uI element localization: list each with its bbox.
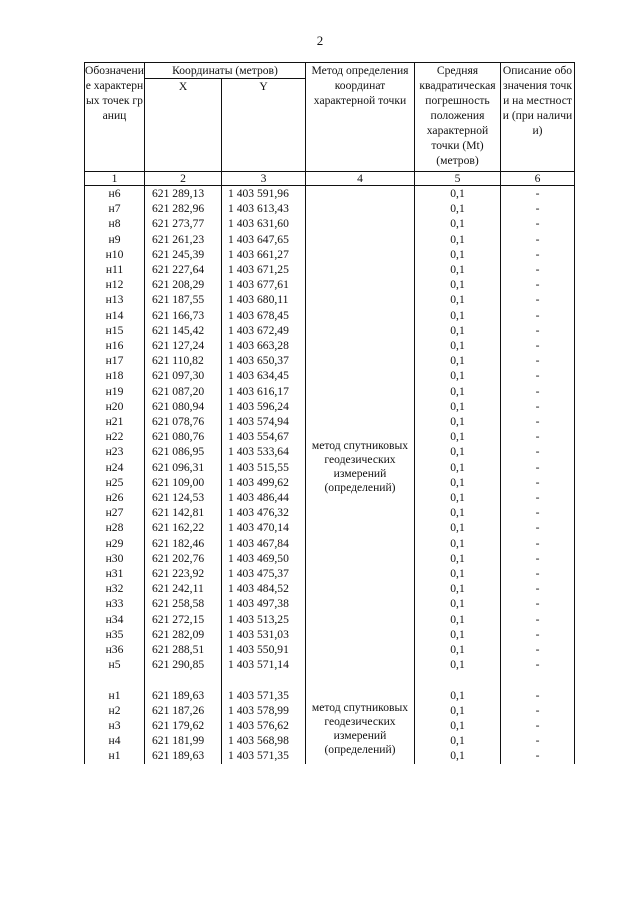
point-id: н4 xyxy=(85,733,145,748)
point-description: - xyxy=(501,536,575,551)
point-id: н36 xyxy=(85,642,145,657)
spacer-cell xyxy=(145,673,222,688)
point-id: н28 xyxy=(85,520,145,535)
point-description: - xyxy=(501,247,575,262)
point-id: н9 xyxy=(85,232,145,247)
spacer-cell xyxy=(306,673,415,688)
mean-error: 0,1 xyxy=(415,186,501,202)
coord-y: 1 403 568,98 xyxy=(222,733,306,748)
coord-x: 621 179,62 xyxy=(145,718,222,733)
header-y: Y xyxy=(222,79,306,172)
coord-y: 1 403 470,14 xyxy=(222,520,306,535)
column-number: 3 xyxy=(222,172,306,186)
mean-error: 0,1 xyxy=(415,247,501,262)
point-id: н13 xyxy=(85,292,145,307)
mean-error: 0,1 xyxy=(415,627,501,642)
coord-x: 621 080,94 xyxy=(145,399,222,414)
mean-error: 0,1 xyxy=(415,368,501,383)
coord-x: 621 282,96 xyxy=(145,201,222,216)
point-id: н10 xyxy=(85,247,145,262)
point-id: н30 xyxy=(85,551,145,566)
point-description: - xyxy=(501,201,575,216)
mean-error: 0,1 xyxy=(415,323,501,338)
coord-x: 621 258,58 xyxy=(145,596,222,611)
mean-error: 0,1 xyxy=(415,688,501,703)
point-description: - xyxy=(501,353,575,368)
coord-x: 621 127,24 xyxy=(145,338,222,353)
coord-x: 621 182,46 xyxy=(145,536,222,551)
point-description: - xyxy=(501,718,575,733)
coord-y: 1 403 486,44 xyxy=(222,490,306,505)
point-id: н12 xyxy=(85,277,145,292)
coord-x: 621 124,53 xyxy=(145,490,222,505)
point-id: н8 xyxy=(85,216,145,231)
point-id: н20 xyxy=(85,399,145,414)
coord-x: 621 202,76 xyxy=(145,551,222,566)
coord-y: 1 403 678,45 xyxy=(222,308,306,323)
table-body xyxy=(85,186,575,764)
coord-x: 621 289,13 xyxy=(145,186,222,202)
point-description: - xyxy=(501,232,575,247)
mean-error: 0,1 xyxy=(415,718,501,733)
coord-y: 1 403 661,27 xyxy=(222,247,306,262)
point-description: - xyxy=(501,748,575,763)
point-id: н23 xyxy=(85,444,145,459)
mean-error: 0,1 xyxy=(415,308,501,323)
mean-error: 0,1 xyxy=(415,642,501,657)
coord-y: 1 403 578,99 xyxy=(222,703,306,718)
coord-y: 1 403 591,96 xyxy=(222,186,306,202)
table-row xyxy=(85,688,575,703)
mean-error: 0,1 xyxy=(415,520,501,535)
coord-y: 1 403 467,84 xyxy=(222,536,306,551)
point-id: н15 xyxy=(85,323,145,338)
coord-y: 1 403 596,24 xyxy=(222,399,306,414)
point-description: - xyxy=(501,566,575,581)
point-id: н22 xyxy=(85,429,145,444)
coord-x: 621 187,26 xyxy=(145,703,222,718)
point-id: н6 xyxy=(85,186,145,202)
coord-x: 621 273,77 xyxy=(145,216,222,231)
point-description: - xyxy=(501,505,575,520)
spacer-cell xyxy=(85,673,145,688)
coord-x: 621 110,82 xyxy=(145,353,222,368)
point-description: - xyxy=(501,429,575,444)
mean-error: 0,1 xyxy=(415,277,501,292)
method-cell: метод спутниковых геодезических измерений (определений) xyxy=(306,688,415,764)
header-coordinates-group: Координаты (метров) xyxy=(145,63,306,79)
point-description: - xyxy=(501,444,575,459)
coord-x: 621 097,30 xyxy=(145,368,222,383)
coord-y: 1 403 513,25 xyxy=(222,612,306,627)
mean-error: 0,1 xyxy=(415,536,501,551)
coord-x: 621 086,95 xyxy=(145,444,222,459)
point-id: н2 xyxy=(85,703,145,718)
coord-y: 1 403 576,62 xyxy=(222,718,306,733)
coord-x: 621 109,00 xyxy=(145,475,222,490)
table-row xyxy=(85,186,575,202)
point-description: - xyxy=(501,475,575,490)
coord-x: 621 261,23 xyxy=(145,232,222,247)
point-id: н1 xyxy=(85,688,145,703)
coord-y: 1 403 571,35 xyxy=(222,748,306,763)
point-id: н3 xyxy=(85,718,145,733)
coord-y: 1 403 631,60 xyxy=(222,216,306,231)
mean-error: 0,1 xyxy=(415,505,501,520)
mean-error: 0,1 xyxy=(415,460,501,475)
coord-x: 621 187,55 xyxy=(145,292,222,307)
mean-error: 0,1 xyxy=(415,748,501,763)
coord-x: 621 189,63 xyxy=(145,748,222,763)
coord-y: 1 403 550,91 xyxy=(222,642,306,657)
mean-error: 0,1 xyxy=(415,292,501,307)
point-description: - xyxy=(501,596,575,611)
coord-x: 621 242,11 xyxy=(145,581,222,596)
mean-error: 0,1 xyxy=(415,596,501,611)
point-description: - xyxy=(501,520,575,535)
mean-error: 0,1 xyxy=(415,551,501,566)
mean-error: 0,1 xyxy=(415,490,501,505)
point-description: - xyxy=(501,627,575,642)
point-description: - xyxy=(501,399,575,414)
coord-y: 1 403 671,25 xyxy=(222,262,306,277)
coord-y: 1 403 499,62 xyxy=(222,475,306,490)
coord-x: 621 245,39 xyxy=(145,247,222,262)
header-x: X xyxy=(145,79,222,172)
mean-error: 0,1 xyxy=(415,399,501,414)
point-description: - xyxy=(501,642,575,657)
coord-y: 1 403 469,50 xyxy=(222,551,306,566)
coord-y: 1 403 613,43 xyxy=(222,201,306,216)
coord-x: 621 290,85 xyxy=(145,657,222,672)
point-id: н5 xyxy=(85,657,145,672)
point-id: н25 xyxy=(85,475,145,490)
mean-error: 0,1 xyxy=(415,733,501,748)
point-id: н32 xyxy=(85,581,145,596)
point-description: - xyxy=(501,460,575,475)
coord-x: 621 096,31 xyxy=(145,460,222,475)
column-number: 2 xyxy=(145,172,222,186)
point-description: - xyxy=(501,733,575,748)
header-mean-error: Средняя квадратическая погрешность положения характерной точки (Mt) (метров) xyxy=(415,63,501,172)
method-cell: метод спутниковых геодезических измерений (определений) xyxy=(306,186,415,673)
coord-y: 1 403 531,03 xyxy=(222,627,306,642)
spacer-cell xyxy=(501,673,575,688)
column-number: 6 xyxy=(501,172,575,186)
coord-x: 621 162,22 xyxy=(145,520,222,535)
coord-y: 1 403 680,11 xyxy=(222,292,306,307)
point-description: - xyxy=(501,384,575,399)
mean-error: 0,1 xyxy=(415,216,501,231)
mean-error: 0,1 xyxy=(415,338,501,353)
coord-x: 621 078,76 xyxy=(145,414,222,429)
point-description: - xyxy=(501,688,575,703)
coord-y: 1 403 574,94 xyxy=(222,414,306,429)
coord-x: 621 227,64 xyxy=(145,262,222,277)
point-description: - xyxy=(501,551,575,566)
point-id: н17 xyxy=(85,353,145,368)
coord-y: 1 403 484,52 xyxy=(222,581,306,596)
coord-y: 1 403 533,64 xyxy=(222,444,306,459)
header-method: Метод определения координат характерной точки xyxy=(306,63,415,172)
mean-error: 0,1 xyxy=(415,414,501,429)
mean-error: 0,1 xyxy=(415,581,501,596)
coord-x: 621 272,15 xyxy=(145,612,222,627)
header-description: Описание обозначения точки на местности (при наличии) xyxy=(501,63,575,172)
point-description: - xyxy=(501,323,575,338)
column-number: 1 xyxy=(85,172,145,186)
point-description: - xyxy=(501,186,575,202)
point-id: н31 xyxy=(85,566,145,581)
mean-error: 0,1 xyxy=(415,232,501,247)
mean-error: 0,1 xyxy=(415,657,501,672)
point-description: - xyxy=(501,581,575,596)
coord-x: 621 142,81 xyxy=(145,505,222,520)
coord-x: 621 288,51 xyxy=(145,642,222,657)
point-id: н21 xyxy=(85,414,145,429)
coord-y: 1 403 571,35 xyxy=(222,688,306,703)
point-id: н11 xyxy=(85,262,145,277)
mean-error: 0,1 xyxy=(415,475,501,490)
point-id: н33 xyxy=(85,596,145,611)
column-number: 4 xyxy=(306,172,415,186)
point-id: н26 xyxy=(85,490,145,505)
coordinates-table xyxy=(84,62,575,764)
mean-error: 0,1 xyxy=(415,429,501,444)
mean-error: 0,1 xyxy=(415,201,501,216)
mean-error: 0,1 xyxy=(415,384,501,399)
coord-y: 1 403 634,45 xyxy=(222,368,306,383)
point-id: н29 xyxy=(85,536,145,551)
point-id: н18 xyxy=(85,368,145,383)
spacer-row xyxy=(85,673,575,688)
coord-x: 621 080,76 xyxy=(145,429,222,444)
point-description: - xyxy=(501,414,575,429)
coord-x: 621 223,92 xyxy=(145,566,222,581)
coord-y: 1 403 647,65 xyxy=(222,232,306,247)
column-number-row xyxy=(85,172,575,186)
spacer-cell xyxy=(222,673,306,688)
mean-error: 0,1 xyxy=(415,353,501,368)
column-number: 5 xyxy=(415,172,501,186)
coord-y: 1 403 476,32 xyxy=(222,505,306,520)
mean-error: 0,1 xyxy=(415,703,501,718)
point-id: н35 xyxy=(85,627,145,642)
coord-x: 621 145,42 xyxy=(145,323,222,338)
point-description: - xyxy=(501,612,575,627)
point-id: н27 xyxy=(85,505,145,520)
point-description: - xyxy=(501,490,575,505)
coord-y: 1 403 515,55 xyxy=(222,460,306,475)
spacer-cell xyxy=(415,673,501,688)
coord-y: 1 403 571,14 xyxy=(222,657,306,672)
point-id: н34 xyxy=(85,612,145,627)
coord-x: 621 087,20 xyxy=(145,384,222,399)
coord-y: 1 403 677,61 xyxy=(222,277,306,292)
point-id: н14 xyxy=(85,308,145,323)
point-id: н19 xyxy=(85,384,145,399)
point-description: - xyxy=(501,703,575,718)
header-point-designation: Обозначение характерных точек границ xyxy=(85,63,145,172)
coord-y: 1 403 663,28 xyxy=(222,338,306,353)
coord-x: 621 181,99 xyxy=(145,733,222,748)
coord-y: 1 403 650,37 xyxy=(222,353,306,368)
point-description: - xyxy=(501,216,575,231)
coord-x: 621 166,73 xyxy=(145,308,222,323)
mean-error: 0,1 xyxy=(415,444,501,459)
point-description: - xyxy=(501,657,575,672)
coord-y: 1 403 475,37 xyxy=(222,566,306,581)
point-id: н16 xyxy=(85,338,145,353)
coord-y: 1 403 616,17 xyxy=(222,384,306,399)
coord-x: 621 208,29 xyxy=(145,277,222,292)
point-description: - xyxy=(501,368,575,383)
coord-x: 621 282,09 xyxy=(145,627,222,642)
mean-error: 0,1 xyxy=(415,262,501,277)
point-description: - xyxy=(501,308,575,323)
point-description: - xyxy=(501,277,575,292)
coord-y: 1 403 497,38 xyxy=(222,596,306,611)
coord-x: 621 189,63 xyxy=(145,688,222,703)
coord-y: 1 403 672,49 xyxy=(222,323,306,338)
mean-error: 0,1 xyxy=(415,566,501,581)
point-description: - xyxy=(501,338,575,353)
point-id: н24 xyxy=(85,460,145,475)
point-description: - xyxy=(501,262,575,277)
point-description: - xyxy=(501,292,575,307)
page-number: 2 xyxy=(316,33,324,48)
mean-error: 0,1 xyxy=(415,612,501,627)
point-id: н7 xyxy=(85,201,145,216)
coord-y: 1 403 554,67 xyxy=(222,429,306,444)
point-id: н1 xyxy=(85,748,145,763)
